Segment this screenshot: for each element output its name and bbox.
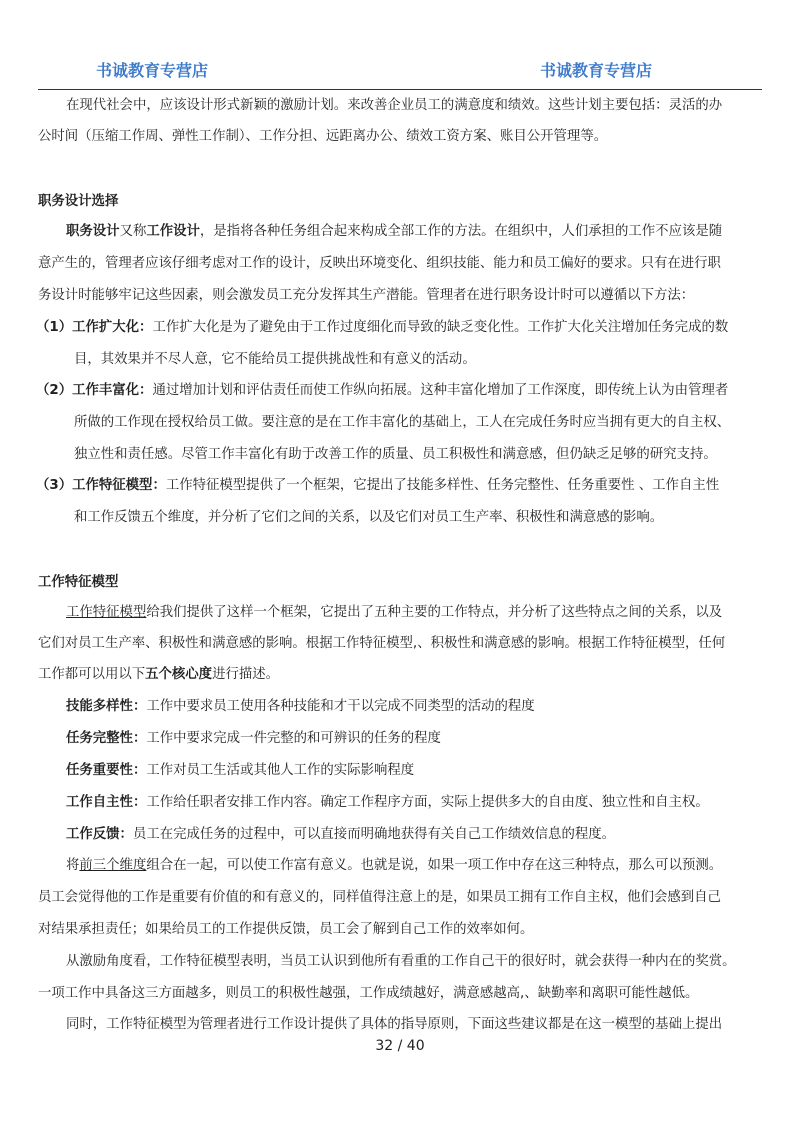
text-definition: ，是指将各种任务组合起来构成全部工作的方法。在组织中，人们承担的工作不应该是随 [199,224,723,239]
item-1-text: 工作扩大化是为了避免由于工作过度细化而导致的缺乏变化性。工作扩大化关注增加任务完成的数 [152,320,729,335]
item-3-line-2: 和工作反馈五个维度，并分析了它们之间的关系，以及它们对员工生产率、积极性和满意感的影响。 [74,510,664,525]
text-also-called: 又称 [119,224,147,239]
dimension-desc: 工作给任职者安排工作内容。确定工作程序方面，实际上提供多大的自由度、独立性和自主权。 [146,795,709,810]
dimension-term: 任务完整性： [66,731,147,746]
model-para-text-c: 进行描述。 [212,667,280,682]
motivation-para-line-1: 从激励角度看，工作特征模型表明，当员工认识到他所有看重的工作自己干的很好时，就会获得一种内在的奖赏。 [66,954,736,969]
dimension-task-identity [66,729,441,749]
dimension-desc: 员工在完成任务的过程中，可以直接而明确地获得有关自己工作绩效信息的程度。 [132,827,616,842]
dimension-feedback [66,825,615,845]
job-design-para-line-3: 务设计时能够牢记这些因素，则会激发员工充分发挥其生产潜能。管理者在进行职务设计时可以遵循以下方法： [38,288,695,303]
intro-line-1: 在现代社会中，应该设计形式新颖的激励计划。来改善企业员工的满意度和绩效。这些计划主要包括：灵活的办 [66,98,723,113]
job-design-para-line-1 [66,222,722,242]
item-1-line-2: 目，其效果并不尽人意，它不能给员工提供挑战性和有意义的活动。 [74,352,476,367]
job-design-para-line-2: 意产生的，管理者应该仔细考虑对工作的设计，反映出环境变化、组织技能、能力和员工偏好的要求。只有在进行职 [38,256,721,271]
header-right-store-name: 书诚教育专营店 [540,61,653,80]
meaningful-para-text-a: 将 [66,858,80,873]
item-3-label: （3）工作特征模型： [36,478,166,493]
model-term-link[interactable]: 工作特征模型 [66,605,147,620]
dimension-skill-variety [66,697,535,717]
item-3-text: 工作特征模型提供了一个框架，它提出了技能多样性、任务完整性、任务重要性 、工作自主性 [165,478,720,493]
dimension-autonomy [66,793,709,813]
meaningful-para-line-3: 对结果承担责任；如果给员工的工作提供反馈，员工会了解到自己工作的效率如何。 [38,922,534,937]
model-para-line-3 [38,665,279,685]
term-job-design: 职务设计 [66,224,120,239]
model-para-text: 给我们提供了这样一个框架，它提出了五种主要的工作特点，并分析了这些特点之间的关系，以及 [146,605,723,620]
meaningful-para-line-2: 员工会觉得他的工作是重要有价值的和有意义的，同样值得注意上的是，如果员工拥有工作自主权，他们会感到自己 [38,890,721,905]
dimension-term: 技能多样性： [66,699,147,714]
model-para-line-1 [66,603,722,623]
dimension-desc: 工作对员工生活或其他人工作的实际影响程度 [146,763,415,778]
section-title-job-design: 职务设计选择 [38,194,119,209]
item-2-line-3: 独立性和责任感。尽管工作丰富化有助于改善工作的质量、员工积极性和满意感，但仍缺乏足够的研究支持。 [74,447,717,462]
dimension-term: 工作反馈： [66,827,133,842]
dimension-term: 任务重要性： [66,763,147,778]
motivation-para-line-2: 一项工作中具备这三方面越多，则员工的积极性越强，工作成绩越好，满意感越高,、缺勤率和离职可能性越低。 [38,986,699,1001]
item-1-line-1 [36,318,728,338]
intro-line-2: 公时间（压缩工作周、弹性工作制）、工作分担、远距离办公、绩效工资方案、账目公开管理等。 [38,129,608,144]
item-1-label: （1）工作扩大化： [36,320,153,335]
header-divider [38,89,762,90]
dimension-desc: 工作中要求员工使用各种技能和才干以完成不同类型的活动的程度 [146,699,535,714]
item-3-line-1 [36,476,719,496]
item-2-label: （2）工作丰富化： [36,383,153,398]
item-2-line-2: 所做的工作现在授权给员工做。要注意的是在工作丰富化的基础上，工人在完成任务时应当拥有更大的自主权、 [74,415,731,430]
header-left-store-name: 书诚教育专营店 [96,61,209,80]
model-para-text-a: 工作都可以用以下 [38,667,146,682]
five-core-dimensions-term: 五个核心度 [145,667,213,682]
page-number: 32 / 40 [375,1038,425,1054]
dimension-desc: 工作中要求完成一件完整的和可辨识的任务的程度 [146,731,441,746]
meaningful-para-line-1 [66,856,722,876]
first-three-dimensions-link[interactable]: 前三个维度 [79,858,147,873]
guidance-para-line-1: 同时，工作特征模型为管理者进行工作设计提供了具体的指导原则，下面这些建议都是在这一模型的基础上提出 [66,1017,723,1032]
term-work-design: 工作设计 [146,224,200,239]
meaningful-para-text-b: 组合在一起，可以使工作富有意义。也就是说，如果一项工作中存在这三种特点，那么可以预测。 [146,858,723,873]
item-2-line-1 [36,381,728,401]
model-para-line-2: 它们对员工生产率、积极性和满意感的影响。根据工作特征模型,、积极性和满意感的影响。根据工作特征模型，任何 [38,636,726,651]
dimension-task-significance [66,761,414,781]
dimension-term: 工作自主性： [66,795,147,810]
item-2-text: 通过增加计划和评估责任而使工作纵向拓展。这种丰富化增加了工作深度，即传统上认为由管理者 [152,383,729,398]
section-title-job-characteristics-model: 工作特征模型 [38,575,119,590]
